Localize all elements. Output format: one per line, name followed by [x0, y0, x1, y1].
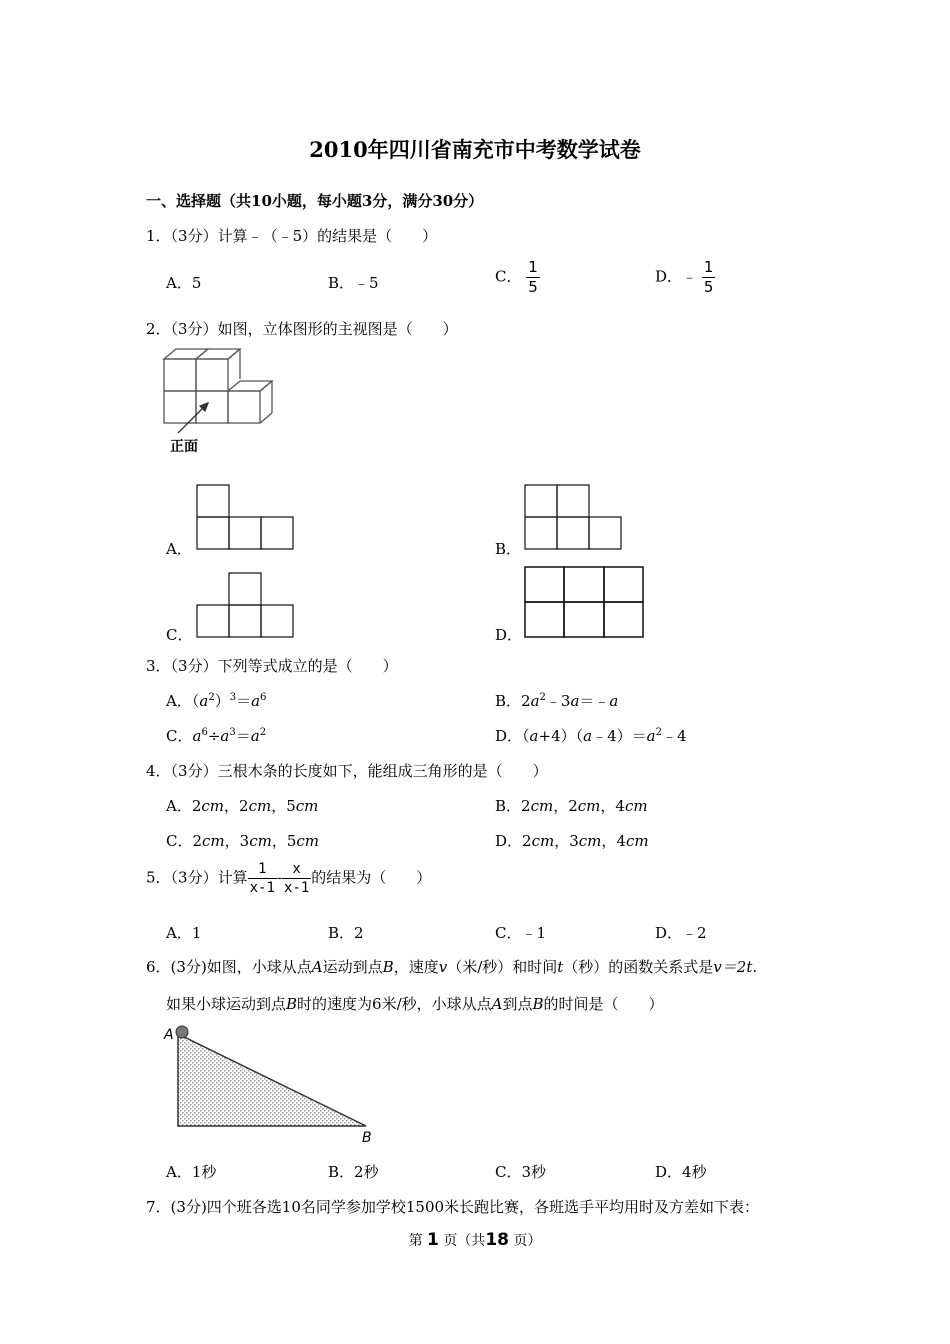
page-title: 2010年四川省南充市中考数学试卷 [309, 137, 641, 162]
q4-c-v3: 5 [286, 832, 297, 850]
q5-f2-den: x-1 [283, 880, 310, 896]
q2-option-c: C． [166, 626, 193, 644]
q6-t6: . [752, 958, 758, 976]
q2-figure-d [524, 566, 646, 640]
q4-a-v3: 5 [286, 797, 296, 815]
q1-fraction-c [526, 260, 540, 295]
q6-option-b: B．2秒 [328, 1163, 379, 1181]
q5-fraction-2 [282, 862, 311, 895]
q1-option-a: A．5 [166, 274, 202, 292]
fig-label-a: A [164, 1027, 174, 1043]
q3-b-label: B． [495, 692, 522, 710]
q4-b-v3: 4 [615, 797, 625, 815]
q1-c-numerator: 1 [528, 258, 538, 276]
q1-option-c [495, 260, 540, 295]
q4-a-label: A． [166, 797, 192, 815]
question-6-line-1 [146, 956, 757, 977]
q6-triangle [178, 1034, 366, 1126]
q4-b-v1: 2 [521, 797, 531, 815]
page-total: 18 [485, 1230, 509, 1250]
question-7: 7．(3分)四个班各选10名同学参加学校1500米长跑比赛，各班选手平均用时及方差如下表： [146, 1198, 760, 1216]
q6-formula: v＝2t [713, 958, 753, 976]
q4-b-v2: 2 [568, 797, 578, 815]
q5-option-c: C．﹣1 [495, 924, 547, 942]
unit: cm [530, 797, 554, 815]
unit: cm [296, 832, 320, 850]
question-1: 1．（3分）计算﹣（﹣5）的结果是（ ） [146, 227, 438, 245]
unit: cm [625, 832, 649, 850]
q6-point-b: B [382, 958, 394, 976]
unit: cm [578, 832, 602, 850]
q1-fraction-d [702, 260, 716, 295]
q6-t: t [557, 958, 564, 976]
q6-t4: （米/秒）和时间 [447, 958, 558, 976]
q3-option-c: C．$a^6\div a^3=a^2$ [166, 727, 267, 745]
q5-stem-pre: 5．（3分）计算 [146, 868, 248, 887]
q2-figure-a [196, 484, 296, 552]
q3-d-label: D． [495, 727, 523, 745]
q4-c-label: C． [166, 832, 193, 850]
q6-t10: 的时间是（ ） [543, 995, 664, 1013]
q6-t8: 时的速度为6米/秒，小球从点 [297, 995, 492, 1013]
q6-option-a: A．1秒 [166, 1163, 217, 1181]
q1-option-d-label: D． [655, 267, 683, 286]
unit: cm [624, 797, 648, 815]
q5-f1-den: x-1 [249, 880, 275, 896]
footer-post: 页） [513, 1233, 542, 1249]
unit: cm [202, 832, 225, 850]
fig-label-b: B [362, 1130, 372, 1146]
q4-option-c: C．2cm，3cm，5cm [166, 832, 320, 850]
q1-option-b: B．﹣5 [328, 274, 379, 292]
q6-point-a: A [491, 995, 503, 1013]
q6-t1: 6．(3分)如图，小球从点 [146, 958, 312, 976]
footer-mid: 页（共 [443, 1233, 486, 1249]
unit: cm [577, 797, 601, 815]
q6-t7: 如果小球运动到点 [166, 995, 287, 1013]
q3-option-b: B．$2a^2﹣3a=﹣a$ [495, 692, 619, 710]
q5-f2-num: x [292, 861, 301, 877]
q4-a-v2: 2 [239, 797, 249, 815]
q5-minus: - [276, 868, 282, 887]
q6-point-b: B [286, 995, 298, 1013]
q4-c-v2: 3 [239, 832, 250, 850]
q5-f1-num: 1 [258, 861, 267, 877]
q1-d-numerator: 1 [703, 258, 714, 276]
q4-d-label: D． [495, 832, 523, 850]
question-2: 2．（3分）如图，立体图形的主视图是（ ） [146, 320, 458, 338]
unit: cm [201, 797, 225, 815]
q6-t9: 到点 [502, 995, 533, 1013]
q1-d-denominator: 5 [703, 278, 714, 296]
q1-c-denominator: 5 [528, 278, 538, 296]
question-3: 3．（3分）下列等式成立的是（ ） [146, 657, 398, 675]
unit: cm [295, 797, 319, 815]
q5-option-b: B．2 [328, 924, 364, 942]
q4-option-a: A．2cm，2cm，5cm [166, 797, 319, 815]
q2-figure-b [524, 484, 624, 552]
q2-option-a: A． [166, 540, 192, 558]
q5-option-a: A．1 [166, 924, 202, 942]
q2-option-b: B． [495, 540, 522, 558]
unit: cm [248, 797, 272, 815]
question-5 [146, 862, 431, 895]
page-footer [0, 1230, 950, 1250]
q6-point-b: B [532, 995, 544, 1013]
q4-option-d: D．2cm，3cm，4cm [495, 832, 649, 850]
question-6-line-2 [166, 993, 664, 1014]
q4-d-v1: 2 [522, 832, 532, 850]
q3-option-a: A．$(a^2)^3=a^6$ [166, 692, 267, 710]
q6-t3: ，速度 [393, 958, 439, 976]
q5-option-d: D．﹣2 [655, 924, 707, 942]
ball-icon [176, 1026, 188, 1038]
q6-v: v [438, 958, 448, 976]
q5-stem-post: 的结果为（ ） [311, 868, 432, 887]
q1-option-d [655, 260, 715, 295]
q2-option-d: D． [495, 626, 523, 644]
q6-point-a: A [311, 958, 323, 976]
q1-option-c-label: C． [495, 267, 522, 286]
front-label: 正面 [170, 439, 198, 455]
unit: cm [531, 832, 555, 850]
q4-c-v1: 2 [192, 832, 203, 850]
q6-t5: （秒）的函数关系式是 [563, 958, 714, 976]
q1-d-sign: ﹣ [682, 267, 698, 286]
q4-a-v1: 2 [191, 797, 202, 815]
section-heading: 一、选择题（共10小题，每小题3分，满分30分） [146, 192, 484, 210]
footer-pre: 第 [408, 1233, 423, 1249]
q6-option-d: D．4秒 [655, 1163, 707, 1181]
q5-fraction-1 [248, 862, 277, 895]
q4-d-v3: 4 [616, 832, 626, 850]
q3-c-label: C． [166, 727, 193, 745]
q3-option-d: D．$(a+4)(a﹣4)=a^2﹣4$ [495, 727, 687, 745]
page-number: 1 [427, 1230, 439, 1250]
q6-t2: 运动到点 [322, 958, 383, 976]
question-4: 4．（3分）三根木条的长度如下，能组成三角形的是（ ） [146, 762, 548, 780]
q4-option-b: B．2cm，2cm，4cm [495, 797, 648, 815]
q2-figure-c [196, 572, 296, 640]
unit: cm [249, 832, 272, 850]
q6-triangle-figure [160, 1022, 380, 1148]
q3-a-label: A． [166, 692, 192, 710]
q4-d-v2: 3 [569, 832, 579, 850]
q6-option-c: C．3秒 [495, 1163, 547, 1181]
q4-b-label: B． [495, 797, 522, 815]
